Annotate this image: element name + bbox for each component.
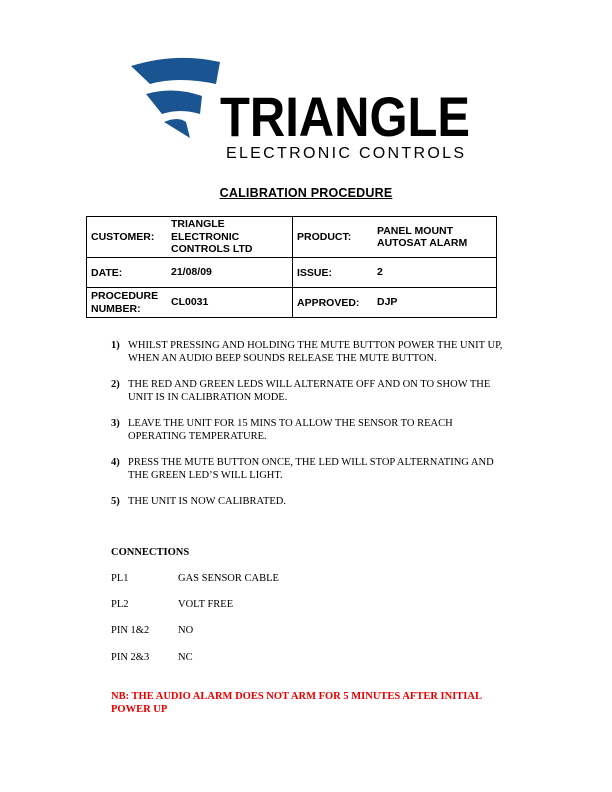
step-number: 4) [111,457,120,468]
date-label: DATE: [91,266,123,279]
logo-name: TRIANGLE [220,85,470,148]
approved-value: DJP [377,296,398,309]
info-table [86,216,497,318]
connection-row [111,599,233,610]
connection-pin: PIN 2&3 [111,652,150,663]
step-number: 1) [111,340,120,351]
procedure-step [111,417,511,443]
info-row-procedure [87,288,497,318]
connection-desc: NC [178,652,193,663]
product-label: PRODUCT: [297,231,352,243]
step-text: LEAVE THE UNIT FOR 15 MINS TO ALLOW THE SENSOR TO REACH OPERATING TEMPERATURE. [128,418,453,442]
issue-label: ISSUE: [297,266,333,279]
step-number: 2) [111,379,120,390]
connection-desc: NO [178,625,194,636]
connections-title: CONNECTIONS [111,547,190,558]
document-title: CALIBRATION PROCEDURE [219,186,393,200]
warning-note: NB: THE AUDIO ALARM DOES NOT ARM FOR 5 MINUTES AFTER INITIAL POWER UP [111,691,482,715]
procedure-number-label: PROCEDURE NUMBER: [91,290,159,315]
procedure-number-value: CL0031 [171,296,209,309]
step-text: THE RED AND GREEN LEDS WILL ALTERNATE OFF AND ON TO SHOW THE UNIT IS IN CALIBRATION MODE. [128,379,491,403]
connection-pin: PL1 [111,573,129,584]
connection-desc: GAS SENSOR CABLE [178,573,279,584]
logo-tagline: ELECTRONIC CONTROLS [226,145,464,162]
customer-label: CUSTOMER: [91,231,155,243]
step-number: 3) [111,418,120,429]
procedure-steps [111,339,511,521]
connection-pin: PIN 1&2 [111,625,150,636]
connection-pin: PL2 [111,599,129,610]
connection-row [111,652,193,663]
procedure-step [111,456,511,482]
info-row-customer [87,217,497,258]
step-number: 5) [111,496,120,507]
procedure-step [111,378,511,404]
step-text: WHILST PRESSING AND HOLDING THE MUTE BUTTON POWER THE UNIT UP, WHEN AN AUDIO BEEP SOUNDS RELEASE THE MUTE BUTTON. [128,340,503,364]
procedure-step [111,495,511,508]
company-logo [128,54,473,162]
triangle-wave-mark [131,58,220,138]
product-value: PANEL MOUNT AUTOSAT ALARM [377,224,468,249]
procedure-step [111,339,511,365]
connection-desc: VOLT FREE [178,599,234,610]
customer-value: TRIANGLE ELECTRONIC CONTROLS LTD [171,218,253,256]
connection-row [111,573,279,584]
step-text: THE UNIT IS NOW CALIBRATED. [128,496,286,507]
issue-value: 2 [377,266,383,279]
connection-row [111,625,193,636]
approved-label: APPROVED: [297,296,360,309]
step-text: PRESS THE MUTE BUTTON ONCE, THE LED WILL STOP ALTERNATING AND THE GREEN LED’S WILL LIGHT. [128,457,494,481]
date-value: 21/08/09 [171,266,212,279]
info-row-date [87,258,497,288]
